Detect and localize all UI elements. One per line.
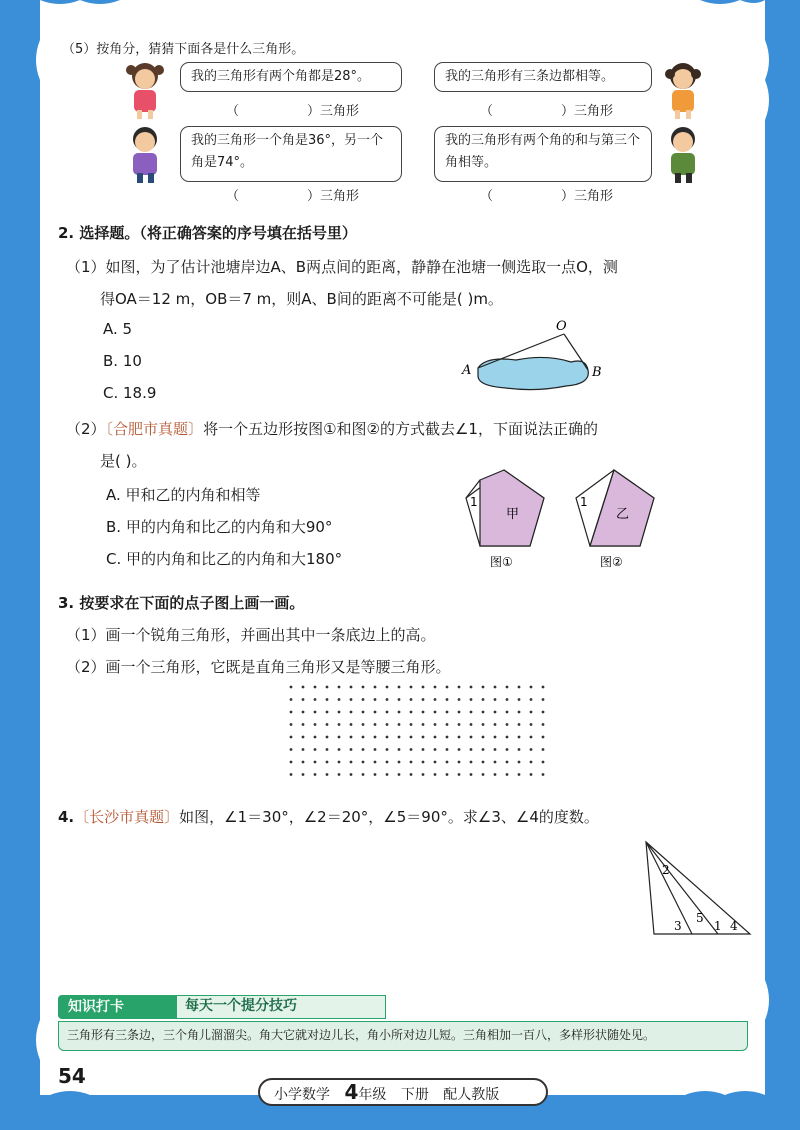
q2-p2-tag: 〔合肥市真题〕 xyxy=(105,420,204,438)
grid-dot xyxy=(542,773,545,776)
grid-dot xyxy=(506,761,509,764)
grid-dot xyxy=(458,748,461,751)
grid-dot xyxy=(302,698,305,701)
grid-dot xyxy=(362,773,365,776)
q2-p2-line2: 是( )。 xyxy=(100,452,147,470)
speech-bubble-2: 我的三角形有三条边都相等。 xyxy=(434,62,652,92)
grid-dot xyxy=(542,686,545,689)
grid-dot xyxy=(398,698,401,701)
grid-dot xyxy=(446,723,449,726)
grid-dot xyxy=(350,686,353,689)
grid-dot xyxy=(434,711,437,714)
grid-dot xyxy=(518,686,521,689)
footer-grade-suffix: 年级 xyxy=(358,1087,387,1103)
footer-badge xyxy=(258,1078,548,1106)
q3-p1: （1）画一个锐角三角形，并画出其中一条底边上的高。 xyxy=(66,626,436,644)
grid-dot xyxy=(458,736,461,739)
grid-dot xyxy=(446,711,449,714)
grid-dot xyxy=(446,686,449,689)
grid-dot xyxy=(422,773,425,776)
grid-dot xyxy=(350,736,353,739)
grid-dot xyxy=(290,773,293,776)
grid-dot xyxy=(482,761,485,764)
grid-dot xyxy=(422,723,425,726)
page-number: 54 xyxy=(58,1064,86,1088)
grid-dot xyxy=(542,736,545,739)
grid-dot xyxy=(458,711,461,714)
q2-p2-option-a: A. 甲和乙的内角和相等 xyxy=(106,486,261,504)
grid-dot xyxy=(494,698,497,701)
grid-dot xyxy=(410,761,413,764)
grid-dot xyxy=(422,686,425,689)
answer-blank-4[interactable]: （ ）三角形 xyxy=(480,189,614,204)
boy-icon xyxy=(122,123,168,185)
tip-box xyxy=(58,995,748,1057)
grid-dot xyxy=(386,686,389,689)
grid-dot xyxy=(326,698,329,701)
grid-dot xyxy=(290,686,293,689)
grid-dot xyxy=(422,761,425,764)
grid-dot xyxy=(338,698,341,701)
pond-figure xyxy=(456,318,616,400)
grid-dot xyxy=(518,773,521,776)
grid-dot xyxy=(410,723,413,726)
grid-dot xyxy=(530,773,533,776)
grid-dot xyxy=(398,686,401,689)
q2-p1-option-c: C. 18.9 xyxy=(103,384,157,402)
grid-dot xyxy=(398,761,401,764)
speech-bubble-4: 我的三角形有两个角的和与第三个角相等。 xyxy=(434,126,652,182)
grid-dot xyxy=(470,698,473,701)
answer-blank-1[interactable]: （ ）三角形 xyxy=(226,104,360,119)
label-yi: 乙 xyxy=(616,507,630,522)
footer-edition: 配人教版 xyxy=(443,1087,500,1103)
angle-1-label-2: 1 xyxy=(580,495,588,509)
grid-dot xyxy=(326,748,329,751)
grid-dot xyxy=(446,761,449,764)
triangle-figure xyxy=(640,838,756,938)
grid-dot xyxy=(290,736,293,739)
grid-dot xyxy=(398,711,401,714)
grid-dot xyxy=(302,736,305,739)
caption-fig1: 图① xyxy=(490,555,513,569)
grid-dot xyxy=(482,711,485,714)
grid-dot xyxy=(398,773,401,776)
tip-text: 三角形有三条边，三个角儿溜溜尖。角大它就对边儿长，角小所对边儿短。三角相加一百八，多样形状随处见。 xyxy=(58,1021,748,1051)
q3-title: 3. 按要求在下面的点子图上画一画。 xyxy=(58,594,305,612)
grid-dot xyxy=(494,723,497,726)
grid-dot xyxy=(434,748,437,751)
grid-dot xyxy=(290,723,293,726)
grid-dot xyxy=(482,686,485,689)
grid-dot xyxy=(470,686,473,689)
grid-dot xyxy=(494,773,497,776)
grid-dot xyxy=(302,686,305,689)
label-a: A xyxy=(462,363,472,378)
q2-p1-line2: 得OA＝12 m，OB＝7 m，则A、B间的距离不可能是( )m。 xyxy=(100,290,503,308)
grid-dot xyxy=(470,761,473,764)
grid-dot xyxy=(470,736,473,739)
grid-dot xyxy=(506,748,509,751)
grid-dot xyxy=(422,748,425,751)
grid-dot xyxy=(386,761,389,764)
grid-dot xyxy=(530,748,533,751)
grid-dot xyxy=(470,773,473,776)
grid-dot xyxy=(374,773,377,776)
grid-dot xyxy=(446,773,449,776)
grid-dot xyxy=(374,723,377,726)
grid-dot xyxy=(362,711,365,714)
q2-p1-option-b: B. 10 xyxy=(103,352,142,370)
grid-dot xyxy=(410,773,413,776)
grid-dot xyxy=(434,736,437,739)
grid-dot xyxy=(482,723,485,726)
pentagon-figure-2 xyxy=(570,468,660,572)
grid-dot xyxy=(434,723,437,726)
footer-grade-num: 4 xyxy=(344,1080,359,1104)
footer-volume: 下册 xyxy=(400,1087,429,1103)
grid-dot xyxy=(386,698,389,701)
grid-dot xyxy=(506,698,509,701)
grid-dot xyxy=(374,736,377,739)
grid-dot xyxy=(458,773,461,776)
grid-dot xyxy=(530,723,533,726)
grid-dot xyxy=(458,723,461,726)
grid-dot xyxy=(338,711,341,714)
grid-dot xyxy=(506,686,509,689)
grid-dot xyxy=(458,686,461,689)
q1-part5-intro: （5）按角分，猜猜下面各是什么三角形。 xyxy=(62,42,305,57)
grid-dot xyxy=(422,698,425,701)
grid-dot xyxy=(338,761,341,764)
grid-dot xyxy=(482,736,485,739)
tip-subtitle: 每天一个提分技巧 xyxy=(176,995,386,1019)
grid-dot xyxy=(350,698,353,701)
grid-dot xyxy=(398,748,401,751)
grid-dot xyxy=(338,736,341,739)
grid-dot xyxy=(458,698,461,701)
q2-p2-option-b: B. 甲的内角和比乙的内角和大90° xyxy=(106,518,333,536)
grid-dot xyxy=(350,761,353,764)
pentagon-figure-1 xyxy=(460,468,550,572)
grid-dot xyxy=(494,748,497,751)
grid-dot xyxy=(530,686,533,689)
grid-dot xyxy=(302,723,305,726)
grid-dot xyxy=(362,698,365,701)
q4-tag: 〔长沙市真题〕 xyxy=(74,808,180,826)
grid-dot xyxy=(410,698,413,701)
q2-p2-line1: （2）〔合肥市真题〕将一个五边形按图①和图②的方式截去∠1，下面说法正确的 xyxy=(66,420,598,438)
grid-dot xyxy=(470,723,473,726)
q2-p1-line1: （1）如图，为了估计池塘岸边A、B两点间的距离，静静在池塘一侧选取一点O，测 xyxy=(66,258,618,276)
grid-dot xyxy=(446,736,449,739)
grid-dot xyxy=(470,748,473,751)
q2-p1-option-a: A. 5 xyxy=(103,320,133,338)
grid-dot xyxy=(482,748,485,751)
grid-dot xyxy=(482,698,485,701)
grid-dot xyxy=(494,761,497,764)
grid-dot xyxy=(494,686,497,689)
angle-2: 2 xyxy=(662,863,670,877)
label-b: B xyxy=(592,365,602,380)
grid-dot xyxy=(302,761,305,764)
grid-dot xyxy=(302,773,305,776)
grid-dot xyxy=(350,723,353,726)
angle-1-label: 1 xyxy=(470,495,478,509)
grid-dot xyxy=(470,711,473,714)
grid-dot xyxy=(398,723,401,726)
grid-dot xyxy=(314,711,317,714)
footer-subject: 小学数学 xyxy=(274,1087,330,1103)
grid-dot xyxy=(434,773,437,776)
grid-dot xyxy=(326,736,329,739)
q4-line: 4.〔长沙市真题〕如图，∠1＝30°，∠2＝20°，∠5＝90°。求∠3、∠4的度数。 xyxy=(58,808,599,826)
grid-dot xyxy=(302,711,305,714)
grid-dot xyxy=(386,748,389,751)
grid-dot xyxy=(410,686,413,689)
angle-3: 3 xyxy=(674,919,682,933)
grid-dot xyxy=(290,748,293,751)
grid-dot xyxy=(302,748,305,751)
grid-dot xyxy=(494,736,497,739)
grid-dot xyxy=(506,723,509,726)
grid-dot xyxy=(458,761,461,764)
grid-dot xyxy=(374,761,377,764)
grid-dot xyxy=(506,736,509,739)
grid-dot xyxy=(530,698,533,701)
angle-5: 5 xyxy=(696,911,704,925)
grid-dot xyxy=(374,686,377,689)
girl-icon xyxy=(122,60,168,120)
grid-dot xyxy=(422,736,425,739)
grid-dot xyxy=(350,711,353,714)
speech-bubble-3: 我的三角形一个角是36°，另一个角是74°。 xyxy=(180,126,402,182)
grid-dot xyxy=(518,711,521,714)
q2-title: 2. 选择题。（将正确答案的序号填在括号里） xyxy=(58,224,357,242)
grid-dot xyxy=(326,773,329,776)
grid-dot xyxy=(446,748,449,751)
grid-dot xyxy=(386,723,389,726)
grid-dot xyxy=(374,748,377,751)
grid-dot xyxy=(362,686,365,689)
answer-blank-3[interactable]: （ ）三角形 xyxy=(226,189,360,204)
grid-dot xyxy=(434,698,437,701)
label-jia: 甲 xyxy=(506,507,520,522)
angle-1: 1 xyxy=(714,919,722,933)
grid-dot xyxy=(398,736,401,739)
grid-dot xyxy=(290,711,293,714)
grid-dot xyxy=(326,761,329,764)
grid-dot xyxy=(434,761,437,764)
grid-dot xyxy=(386,773,389,776)
grid-dot xyxy=(338,723,341,726)
grid-dot xyxy=(326,686,329,689)
grid-dot xyxy=(290,698,293,701)
angle-4: 4 xyxy=(730,919,738,933)
grid-dot xyxy=(314,773,317,776)
grid-dot xyxy=(314,686,317,689)
grid-dot xyxy=(314,736,317,739)
grid-dot xyxy=(542,761,545,764)
grid-dot xyxy=(518,698,521,701)
grid-dot xyxy=(494,711,497,714)
grid-dot xyxy=(338,748,341,751)
grid-dot xyxy=(350,748,353,751)
grid-dot xyxy=(374,698,377,701)
grid-dot xyxy=(314,723,317,726)
grid-dot xyxy=(542,711,545,714)
grid-dot xyxy=(506,773,509,776)
grid-dot xyxy=(446,698,449,701)
grid-dot xyxy=(362,736,365,739)
grid-dot xyxy=(362,761,365,764)
grid-dot xyxy=(434,686,437,689)
grid-dot xyxy=(530,711,533,714)
grid-dot xyxy=(290,761,293,764)
grid-dot xyxy=(314,761,317,764)
grid-dot xyxy=(314,748,317,751)
grid-dot xyxy=(410,748,413,751)
grid-dot xyxy=(542,748,545,751)
boy-icon-right xyxy=(660,123,706,185)
grid-dot xyxy=(518,761,521,764)
q3-p2: （2）画一个三角形，它既是直角三角形又是等腰三角形。 xyxy=(66,658,451,676)
grid-dot xyxy=(410,736,413,739)
q2-p2-option-c: C. 甲的内角和比乙的内角和大180° xyxy=(106,550,343,568)
grid-dot xyxy=(362,723,365,726)
grid-dot xyxy=(350,773,353,776)
grid-dot xyxy=(314,698,317,701)
grid-dot xyxy=(422,711,425,714)
speech-bubble-1: 我的三角形有两个角都是28°。 xyxy=(180,62,402,92)
grid-dot xyxy=(338,773,341,776)
grid-dot xyxy=(386,711,389,714)
dot-grid[interactable] xyxy=(288,684,550,779)
answer-blank-2[interactable]: （ ）三角形 xyxy=(480,104,614,119)
grid-dot xyxy=(374,711,377,714)
grid-dot xyxy=(362,748,365,751)
grid-dot xyxy=(530,761,533,764)
grid-dot xyxy=(506,711,509,714)
grid-dot xyxy=(326,723,329,726)
grid-dot xyxy=(530,736,533,739)
grid-dot xyxy=(386,736,389,739)
grid-dot xyxy=(482,773,485,776)
grid-dot xyxy=(518,723,521,726)
label-o: O xyxy=(556,319,567,334)
grid-dot xyxy=(542,723,545,726)
tip-label: 知识打卡 xyxy=(58,995,178,1019)
grid-dot xyxy=(518,748,521,751)
girl-icon-right xyxy=(660,60,706,120)
grid-dot xyxy=(518,736,521,739)
grid-dot xyxy=(326,711,329,714)
grid-dot xyxy=(542,698,545,701)
caption-fig2: 图② xyxy=(600,555,623,569)
grid-dot xyxy=(410,711,413,714)
grid-dot xyxy=(338,686,341,689)
